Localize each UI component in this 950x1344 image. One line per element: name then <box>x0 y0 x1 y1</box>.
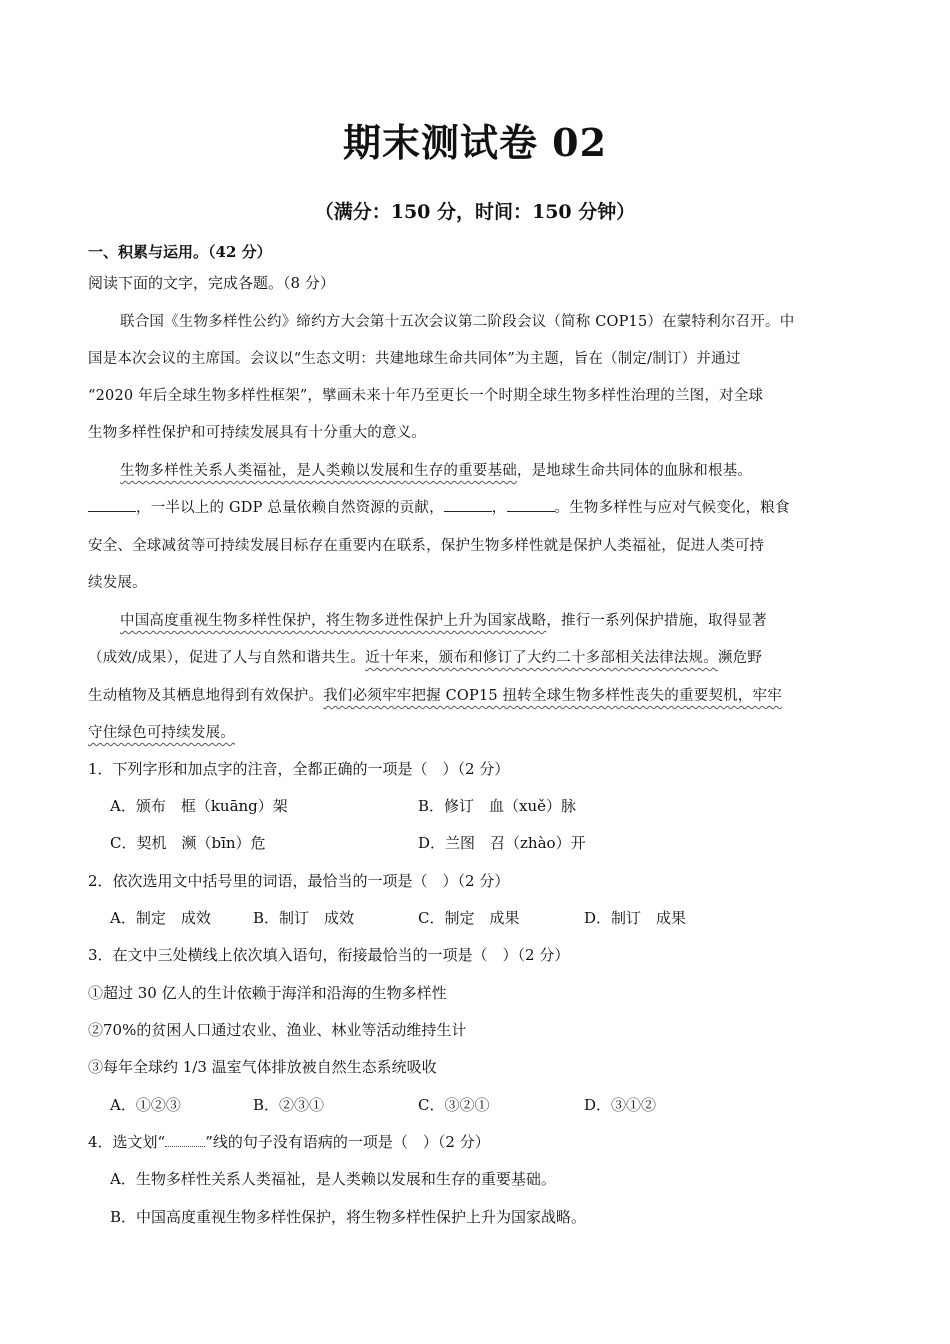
q3-option-b[interactable]: B．②③① <box>253 1096 325 1114</box>
passage-line <box>120 459 900 480</box>
question-3-stem: 3．在文中三处横线上依次填入语句，衔接最恰当的一项是（ ）（2 分） <box>88 946 570 964</box>
q1-option-b[interactable]: B．修订 血（xuě）脉 <box>418 797 577 815</box>
passage-line <box>88 721 868 742</box>
q1-option-c[interactable]: C．契机 濒（bīn）危 <box>110 834 266 852</box>
underlined-sentence: 守住绿色可持续发展。 <box>88 725 235 741</box>
question-1-stem: 1．下列字形和加点字的注音，全都正确的一项是（ ）（2 分） <box>88 760 510 778</box>
passage-line <box>88 496 868 517</box>
passage-text: 生动植物及其栖息地得到有效保护。 <box>88 688 324 704</box>
q3-option-c[interactable]: C．③②① <box>418 1096 490 1114</box>
underlined-sentence: 我们必须牢牢把握 COP15 扭转全球生物多样性丧失的重要契机，牢牢 <box>323 688 782 704</box>
q4-stem-text: 4．选文划“ <box>88 1133 166 1151</box>
q3-option-d[interactable]: D．③①② <box>584 1096 657 1114</box>
wavy-line-sample <box>165 1136 205 1147</box>
passage-line: 安全、全球减贫等可持续发展目标存在重要内在联系，保护生物多样性就是保护人类福祉，促进人类可持 <box>88 538 765 554</box>
q3-option-a[interactable]: A．①②③ <box>110 1096 181 1114</box>
q2-option-b[interactable]: B．制订 成效 <box>253 909 355 927</box>
passage-text: ，推行一系列保护措施，取得显著 <box>546 613 767 629</box>
passage-line <box>88 684 868 705</box>
passage-line: 续发展。 <box>88 575 147 591</box>
passage-line <box>88 646 868 667</box>
q3-statement-3: ③每年全球约 1/3 温室气体排放被自然生态系统吸收 <box>88 1058 437 1076</box>
passage-text: 濒危野 <box>717 650 763 666</box>
fill-blank-3 <box>507 499 555 512</box>
question-2-stem: 2．依次选用文中括号里的词语，最恰当的一项是（ ）（2 分） <box>88 872 510 890</box>
fill-blank-1 <box>88 499 136 512</box>
question-4-stem <box>88 1131 868 1152</box>
passage-text: （成效/成果），促进了人与自然和谐共生。 <box>88 650 366 666</box>
q2-option-c[interactable]: C．制定 成果 <box>418 909 520 927</box>
section-heading: 一、积累与运用。（42 分） <box>88 243 272 261</box>
q4-option-b[interactable]: B．中国高度重视生物多样性保护，将生物多样性保护上升为国家战略。 <box>110 1208 587 1226</box>
underlined-sentence: 近十年来，颁布和修订了大约二十多部相关法律法规。 <box>365 650 718 666</box>
passage-text: ，一半以上的 GDP 总量依赖自然资源的贡献， <box>136 500 444 516</box>
q3-statement-1: ①超过 30 亿人的生计依赖于海洋和沿海的生物多样性 <box>88 984 447 1002</box>
q4-option-a[interactable]: A．生物多样性关系人类福祉，是人类赖以发展和生存的重要基础。 <box>110 1170 556 1188</box>
passage-line <box>120 609 900 630</box>
q2-option-d[interactable]: D．制订 成果 <box>584 909 687 927</box>
underlined-sentence: 生物多样性关系人类福祉，是人类赖以发展和生存的重要基础 <box>120 463 517 479</box>
page-subtitle: （满分：150 分，时间：150 分钟） <box>314 201 636 223</box>
q1-option-d[interactable]: D．兰图 召（zhào）开 <box>418 834 586 852</box>
q3-statement-2: ②70%的贫困人口通过农业、渔业、林业等活动维持生计 <box>88 1021 467 1039</box>
underlined-sentence: 中国高度重视生物多样性保护，将生物多迸性保护上升为国家战略 <box>120 613 547 629</box>
passage-line: 联合国《生物多样性公约》缔约方大会第十五次会议第二阶段会议（简称 COP15）在蒙特利尔召开。中 <box>120 314 795 330</box>
q4-stem-text: ”线的句子没有语病的一项是（ ）（2 分） <box>205 1133 490 1151</box>
passage-line: 国是本次会议的主席国。会议以“生态文明：共建地球生命共同体”为主题，旨在（制定/制订）并通过 <box>88 351 741 367</box>
passage-text: 。生物多样性与应对气候变化，粮食 <box>554 500 790 516</box>
passage-line: “2020 年后全球生物多样性框架”，擘画未来十年乃至更长一个时期全球生物多样性治理的兰图，对全球 <box>88 388 764 404</box>
passage-text: ， <box>491 500 507 516</box>
passage-text: ，是地球生命共同体的血脉和根基。 <box>516 463 753 479</box>
section-instruction: 阅读下面的文字，完成各题。（8 分） <box>88 274 335 292</box>
q2-option-a[interactable]: A．制定 成效 <box>110 909 211 927</box>
q1-option-a[interactable]: A．颁布 框（kuāng）架 <box>110 797 288 815</box>
fill-blank-2 <box>444 499 492 512</box>
passage-line: 生物多样性保护和可持续发展具有十分重大的意义。 <box>88 425 427 441</box>
page-title: 期末测试卷 02 <box>342 120 608 165</box>
